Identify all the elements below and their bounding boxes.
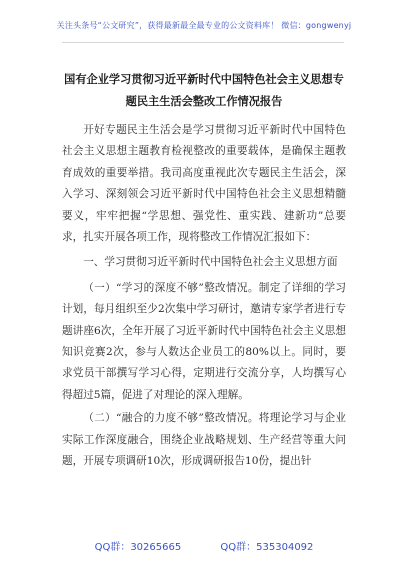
header-divider (62, 42, 344, 43)
section-heading: 一、学习贯彻习近平新时代中国特色社会主义思想方面 (83, 256, 338, 269)
item-paragraph-2: （二）“融合的力度不够”整改情况。将理论学习与企业实际工作深度融合，围绕企业战略规划、生产经营等重大问题，开展专项调研10次，形成调研报告10份，提出针 (62, 412, 346, 468)
header-banner: 关注头条号“公文研究”，获得最新最全最专业的公文资料库！ 微信：gongwenyj (56, 21, 352, 30)
document-body (62, 120, 346, 473)
document-title (50, 68, 358, 112)
title-line-1: 国有企业学习贯彻习近平新时代中国特色社会主义思想专 (64, 72, 344, 86)
footer-qq-group-1: QQ群：30265665 (94, 542, 182, 553)
footer-qq-group-2: QQ群：535304092 (220, 542, 314, 553)
intro-paragraph: 开好专题民主生活会是学习贯彻习近平新时代中国特色社会主义思想主题教育检视整改的重要载体，是确保主题教育成效的重要举措。我司高度重视此次专题民主生活会，深入学习、深刻领会习近平新时代中国特色社会主义思想精髓要义，牢牢把握“学思想、强党性、重实践、建新功”总要求，扎实开展各项工作，现将整改工作情况汇报如下： (62, 124, 346, 244)
title-line-2: 题民主生活会整改工作情况报告 (125, 94, 283, 108)
item-paragraph-1: （一）“学习的深度不够”整改情况。制定了详细的学习计划，每月组织至少2次集中学习研讨，邀请专家学者进行专题讲座6次，全年开展了习近平新时代中国特色社会主义思想知识竞赛2次，参与人数达企业员工的80%以上。同时，要求党员干部撰写学习心得，定期进行交流分享，人均撰写心得超过5篇，促进了对理论的深入理解。 (62, 281, 346, 401)
footer-contacts (0, 538, 408, 553)
